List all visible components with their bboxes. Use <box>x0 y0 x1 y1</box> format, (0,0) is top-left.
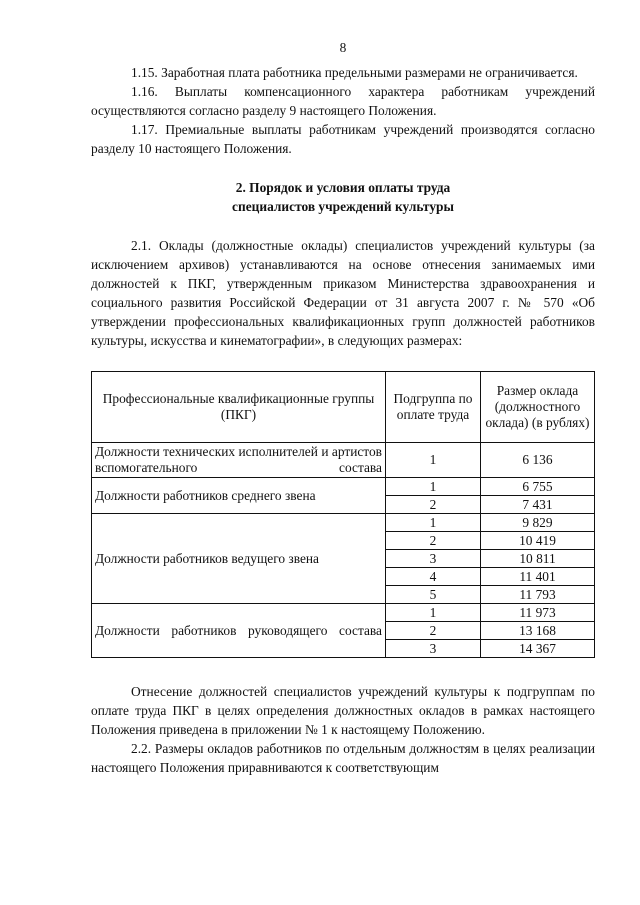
group-name: Должности работников ведущего звена <box>92 514 386 604</box>
header-subgroup: Подгруппа по оплате труда <box>386 372 481 443</box>
paragraph-after-table: Отнесение должностей специалистов учреждений культуры к подгруппам по оплате труда ПКГ в целях определения должностных окладов в рамках настоящего Положения приведена в приложении № 1 к настоящему Положению. <box>91 684 595 737</box>
subgroup-cell: 5 <box>386 586 481 604</box>
subgroup-cell: 1 <box>386 478 481 496</box>
subgroup-cell: 1 <box>386 443 481 478</box>
salary-cell: 6 136 <box>481 443 595 478</box>
table-row <box>92 604 595 622</box>
group-name: Должности работников среднего звена <box>92 478 386 514</box>
subgroup-cell: 1 <box>386 604 481 622</box>
salary-cell: 14 367 <box>481 640 595 658</box>
subgroup-cell: 2 <box>386 622 481 640</box>
section-title-line: 2. Порядок и условия оплаты труда <box>235 180 451 195</box>
table-header-row <box>92 372 595 443</box>
subgroup-cell: 4 <box>386 568 481 586</box>
document-page <box>91 38 595 777</box>
salary-cell: 10 811 <box>481 550 595 568</box>
salary-cell: 11 973 <box>481 604 595 622</box>
section-title-line: специалистов учреждений культуры <box>232 199 454 214</box>
paragraph-text: Оклады (должностные оклады) специалистов учреждений культуры (за исключением архивов) устанавливаются на основе отнесения занимаемых ими должностей к ПКГ, утвержденным приказом Министерства здравоохранения и социального развития Российской Федерации от 31 августа 2007 г. № 570 «Об утверждении профессиональных квалификационных групп должностей работников культуры, искусства и кинематографии», в следующих размерах: <box>91 238 595 348</box>
salary-cell: 11 401 <box>481 568 595 586</box>
subgroup-cell: 2 <box>386 496 481 514</box>
table-row <box>92 514 595 532</box>
subgroup-cell: 2 <box>386 532 481 550</box>
paragraph-text: Заработная плата работника предельными размерами не ограничивается. <box>161 65 578 80</box>
salary-cell: 6 755 <box>481 478 595 496</box>
group-name: Должности технических исполнителей и артистов вспомогательного состава <box>92 443 386 478</box>
header-group: Профессиональные квалификационные группы (ПКГ) <box>92 372 386 443</box>
paragraph-1-16 <box>91 82 595 120</box>
table-row <box>92 443 595 478</box>
paragraph-number: 1.15. <box>131 65 158 80</box>
salary-cell: 11 793 <box>481 586 595 604</box>
paragraph-2-2 <box>91 739 595 777</box>
header-salary: Размер оклада (должностного оклада) (в рублях) <box>481 372 595 443</box>
section-title <box>91 178 595 216</box>
salary-table <box>91 371 595 658</box>
paragraph-number: 1.16. <box>131 84 158 99</box>
paragraph-number: 2.2. <box>131 741 152 756</box>
salary-cell: 10 419 <box>481 532 595 550</box>
paragraph-2-1 <box>91 236 595 350</box>
table-row <box>92 478 595 496</box>
paragraph-1-15 <box>91 63 595 82</box>
paragraph-number: 1.17. <box>131 122 158 137</box>
page-number: 8 <box>339 40 347 55</box>
salary-cell: 7 431 <box>481 496 595 514</box>
subgroup-cell: 1 <box>386 514 481 532</box>
paragraph-1-17 <box>91 120 595 158</box>
paragraph-text: Размеры окладов работников по отдельным должностям в целях реализации настоящего Положения приравниваются к соответствующим <box>91 741 595 775</box>
paragraph-text: Выплаты компенсационного характера работникам учреждений осуществляются согласно разделу 9 настоящего Положения. <box>91 84 595 118</box>
paragraph-text: Премиальные выплаты работникам учреждений производятся согласно разделу 10 настоящего Положения. <box>91 122 595 156</box>
paragraph-number: 2.1. <box>131 238 152 253</box>
salary-cell: 9 829 <box>481 514 595 532</box>
subgroup-cell: 3 <box>386 550 481 568</box>
salary-cell: 13 168 <box>481 622 595 640</box>
group-name: Должности работников руководящего состава <box>92 604 386 658</box>
subgroup-cell: 3 <box>386 640 481 658</box>
